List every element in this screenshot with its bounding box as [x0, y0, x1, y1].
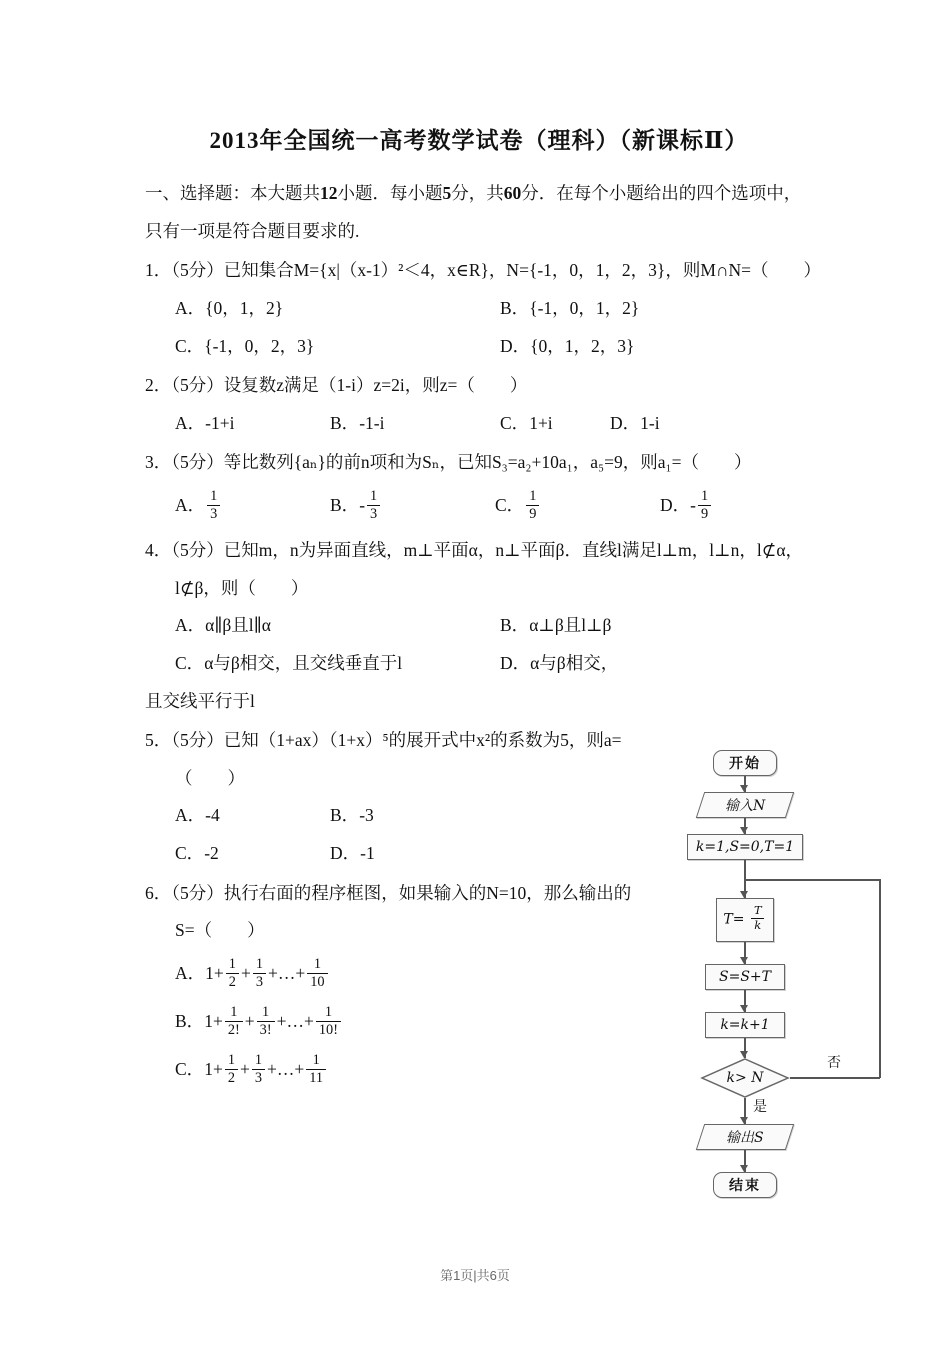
option-value: α与β相交，且交线垂直于l: [204, 652, 403, 673]
flowchart-end-label: 结束: [729, 1177, 761, 1193]
question-1-options-row-2: [145, 328, 813, 366]
option-label: A．: [175, 297, 206, 318]
question-2: [145, 367, 813, 442]
option-value: {-1，0，1，2}: [529, 297, 640, 318]
flowchart-start-node: [713, 750, 777, 776]
option-value: α与β相交，: [530, 652, 619, 673]
option-value: 1+i: [529, 412, 553, 433]
option-5d: [330, 835, 375, 873]
option-value: {-1，0，2，3}: [204, 335, 315, 356]
question-4-options-row-2: [145, 645, 813, 683]
option-value: -2: [204, 843, 219, 863]
question-2-options-row: [145, 405, 813, 443]
option-label: D．: [330, 843, 361, 863]
option-3b: [330, 487, 495, 525]
option-4a: [175, 607, 500, 645]
option-label: C．: [175, 652, 205, 673]
flowchart-init-node: [687, 834, 803, 860]
option-1c: [175, 328, 500, 366]
option-4b: [500, 607, 611, 645]
option-label: B．: [500, 297, 530, 318]
option-value: {0，1，2，3}: [530, 335, 635, 356]
question-3: [145, 444, 813, 530]
connector-line: [879, 879, 881, 1078]
flowchart-condition-label: k> N: [726, 1070, 764, 1086]
option-label: A．: [175, 495, 206, 516]
option-value: {0，1，2}: [205, 297, 284, 318]
option-label: C．: [175, 335, 205, 356]
flowchart-input-label: 输入N: [724, 798, 766, 814]
option-3d: [660, 487, 713, 525]
question-3-options-row: [145, 482, 813, 530]
question-4: [145, 532, 813, 720]
option-2c: [500, 405, 610, 443]
option-label: C．: [500, 412, 530, 433]
flowchart-yes-label: 是: [753, 1098, 767, 1114]
option-3c: [495, 487, 660, 525]
flowchart-increment-node: [705, 1012, 785, 1038]
option-label: A．: [175, 963, 206, 984]
option-5b: [330, 797, 374, 835]
option-label: C．: [175, 1059, 205, 1080]
flowchart-assign-label: T= $\frac{T}{k}$: [723, 906, 766, 933]
question-1-options-row-1: [145, 290, 813, 328]
option-value: -3: [359, 805, 374, 826]
option-5c: [175, 835, 330, 873]
program-flowchart: [640, 746, 950, 1226]
option-6c: [175, 1051, 328, 1089]
question-4-options-row-1: [145, 607, 813, 645]
option-2d: [610, 405, 660, 443]
option-value: -1-i: [359, 412, 385, 433]
question-6-text: 6．（5分）执行右面的程序框图，如果输入的N=10，那么输出的S=（ ）: [145, 882, 632, 941]
flowchart-init-label: k=1,S=0,T=1: [695, 839, 795, 855]
option-label: A．: [175, 412, 206, 433]
flowchart-accumulate-node: [705, 964, 785, 990]
question-1: [145, 252, 822, 365]
option-value: 1+ $\frac{1}{2}$ + $\frac{1}{3}$ +…+ $\frac{1}{11}$: [204, 1051, 328, 1089]
option-label: B．: [330, 412, 360, 433]
connector-line: [790, 1077, 880, 1079]
option-value: 1+ $\frac{1}{2!}$ + $\frac{1}{3!}$ +…+ $\frac{1}{10!}$: [204, 1003, 343, 1041]
option-label: D．: [500, 335, 531, 356]
page-footer: 第1页|共6页: [440, 1268, 510, 1283]
option-value: - $\frac{1}{3}$: [359, 487, 382, 525]
option-value: -4: [205, 805, 220, 826]
option-value: $\frac{1}{9}$: [524, 487, 541, 525]
option-6b: [175, 1003, 343, 1041]
option-value: -1+i: [205, 412, 235, 433]
flowchart-no-label: 否: [827, 1054, 841, 1070]
option-2b: [330, 405, 500, 443]
option-label: B．: [330, 495, 360, 516]
connector-line: [745, 879, 880, 881]
option-4c: [175, 645, 500, 683]
question-3-text: 3．（5分）等比数列{aₙ}的前n项和为Sₙ，已知S₃=a₂+10a₁，a₅=9，则a₁=（ ）: [145, 452, 752, 473]
question-4-option-d-continuation: 且交线平行于l: [145, 690, 255, 711]
flowchart-increment-label: k=k+1: [720, 1017, 770, 1033]
question-4-text: 4．（5分）已知m，n为异面直线，m⊥平面α，n⊥平面β．直线l满足l⊥m，l⊥n，l⊄α，l⊄β，则（ ）: [145, 540, 804, 598]
option-1b: [500, 290, 639, 328]
question-1-text: 1．（5分）已知集合M={x|（x-1）²＜4，x∈R}，N={-1，0，1，2，3}，则M∩N=（ ）: [145, 260, 822, 281]
option-label: B．: [175, 1011, 205, 1032]
option-3a: [175, 487, 330, 525]
question-2-text: 2．（5分）设复数z满足（1-i）z=2i，则z=（ ）: [145, 375, 528, 396]
question-5-text: 5．（5分）已知（1+ax）（1+x）⁵的展开式中x²的系数为5，则a=（ ）: [145, 730, 622, 788]
page-title: 2013年全国统一高考数学试卷（理科）（新课标Ⅱ）: [209, 128, 749, 153]
option-label: A．: [175, 615, 206, 636]
flowchart-input-node: [696, 792, 794, 818]
section-intro: 一、选择题：本大题共12小题．每小题5分，共60分．在每个小题给出的四个选项中，只有一项是符合题目要求的.: [145, 183, 802, 241]
option-value: 1+ $\frac{1}{2}$ + $\frac{1}{3}$ +…+ $\frac{1}{10}$: [205, 955, 329, 993]
flowchart-output-node: [696, 1124, 794, 1150]
option-1d: [500, 328, 634, 366]
flowchart-start-label: 开始: [729, 755, 761, 771]
option-label: A．: [175, 805, 206, 826]
option-label: B．: [500, 615, 530, 636]
option-value: - $\frac{1}{9}$: [690, 487, 713, 525]
option-value: α⊥β且l⊥β: [529, 615, 612, 636]
option-5a: [175, 797, 330, 835]
option-value: 1-i: [640, 412, 660, 433]
option-label: C．: [495, 495, 525, 516]
option-2a: [175, 405, 330, 443]
option-1a: [175, 290, 500, 328]
option-label: D．: [500, 652, 531, 673]
option-label: D．: [660, 495, 691, 516]
option-4d: [500, 645, 618, 683]
option-value: α∥β且l∥α: [205, 615, 271, 636]
option-6a: [175, 955, 330, 993]
option-label: D．: [610, 412, 641, 433]
option-value: $\frac{1}{3}$: [205, 487, 222, 525]
option-label: B．: [330, 805, 360, 826]
option-value: -1: [360, 843, 375, 863]
flowchart-output-label: 输出S: [726, 1130, 764, 1146]
option-label: C．: [175, 843, 205, 863]
flowchart-assign-node: [716, 898, 774, 942]
flowchart-end-node: [713, 1172, 777, 1198]
flowchart-accumulate-label: S=S+T: [719, 969, 771, 985]
